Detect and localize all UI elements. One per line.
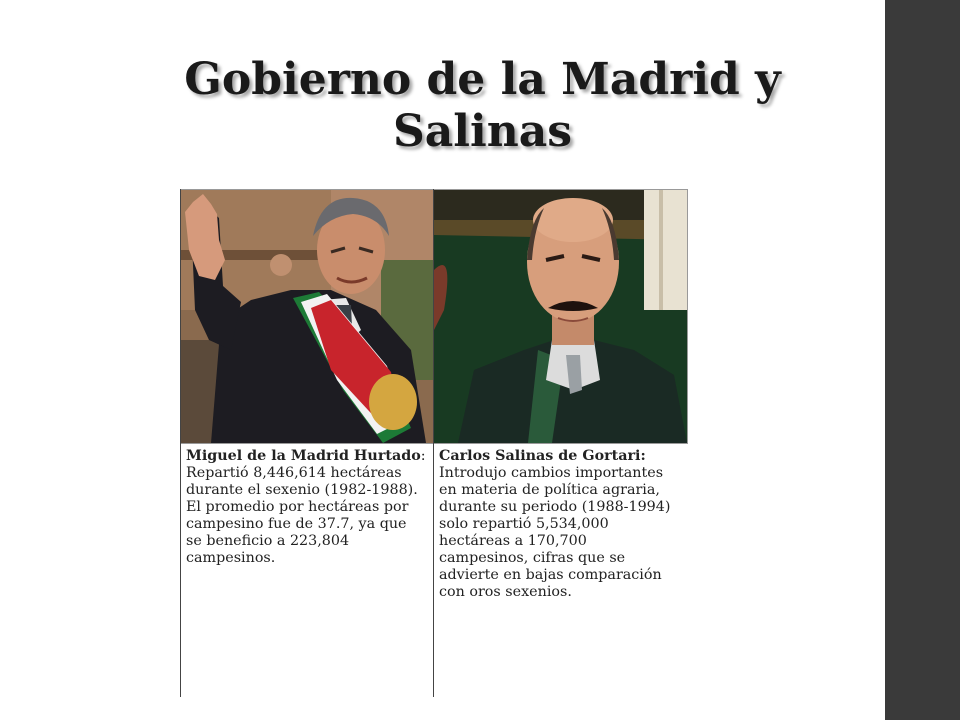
- presidents-table: [180, 189, 688, 697]
- president-text: Introdujo cambios importantes en materia de política agraria, durante su periodo (1988-1994) solo repartió 5,534,000 hectáreas a 170,700 campesinos, cifras que se advierte en bajas comparación con oros sexenios.: [439, 465, 671, 600]
- photo-carlos-salinas: [434, 189, 688, 444]
- separator: :: [420, 448, 426, 464]
- de-la-madrid-description: [186, 448, 426, 567]
- president-name: Miguel de la Madrid Hurtado: [186, 448, 421, 464]
- column-salinas: [433, 189, 687, 697]
- column-de-la-madrid: [180, 189, 434, 697]
- slide-side-bar: [885, 0, 960, 720]
- president-text: Repartió 8,446,614 hectáreas durante el sexenio (1982-1988). El promedio por hectáreas por campesino fue de 37.7, ya que se beneficio a 223,804 campesinos.: [186, 465, 418, 566]
- photo-miguel-de-la-madrid: [181, 189, 434, 444]
- president-name: Carlos Salinas de Gortari:: [439, 448, 646, 464]
- salinas-description: [439, 448, 679, 601]
- slide-title: Gobierno de la Madrid y Salinas: [184, 54, 781, 157]
